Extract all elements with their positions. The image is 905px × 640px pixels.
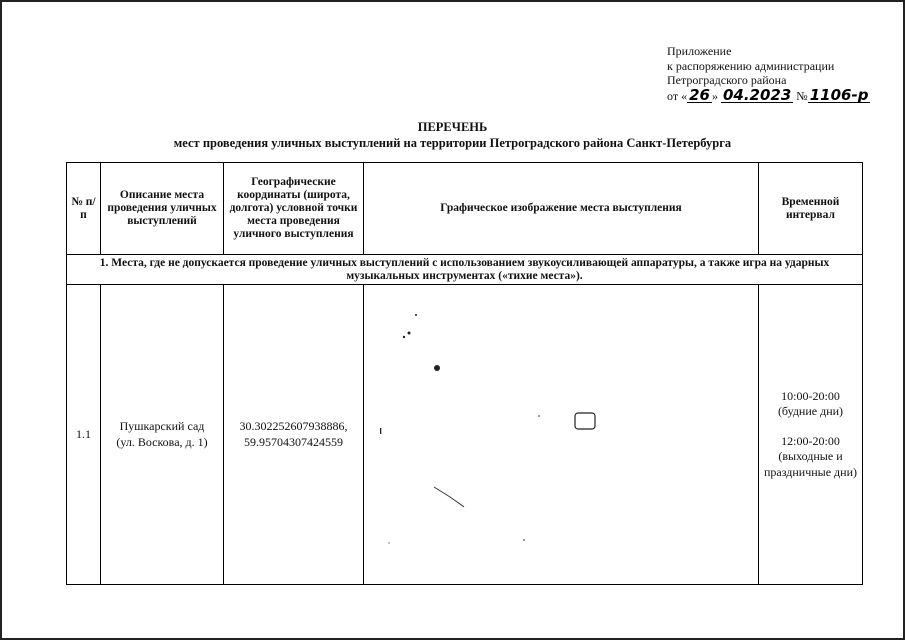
date-mid: »	[711, 88, 718, 103]
row-place-name: Пушкарский сад	[119, 419, 205, 433]
map-marker-box	[575, 413, 595, 429]
weekdays-label: (будние дни)	[777, 404, 844, 419]
header-coordinates: Географические координаты (широта, долгота) условной точки места проведения уличного выступления	[224, 163, 364, 255]
row-interval	[759, 285, 863, 585]
faded-map-image	[364, 285, 759, 585]
weekdays-time: 10:00-20:00	[781, 388, 840, 403]
header-num: № п/п	[67, 163, 101, 255]
handwritten-number: 1106-р	[809, 85, 869, 104]
document-subtitle: мест проведения уличных выступлений на территории Петроградского района Санкт-Петербурга	[173, 136, 732, 150]
date-prefix: от «	[667, 88, 688, 103]
appendix-line-2: к распоряжению администрации	[667, 58, 835, 73]
header-description: Описание места проведения уличных выступлений	[101, 163, 224, 255]
row-num: 1.1	[67, 285, 101, 585]
header-graphic: Графическое изображение места выступления	[364, 163, 759, 255]
handwritten-day: 26	[689, 85, 710, 104]
appendix-line-1: Приложение	[667, 44, 732, 58]
section-1-heading: 1. Места, где не допускается проведение уличных выступлений с использованием звукоусиливающей аппаратуры, а также игра на ударных музыкальных инструментах («тихие места»).	[67, 255, 863, 285]
holidays-time: 12:00-20:00	[781, 433, 840, 448]
section-row	[67, 255, 863, 285]
appendix-date-line	[667, 85, 870, 104]
handwritten-month-year: 04.2023	[722, 85, 792, 104]
scan-border-top	[0, 0, 905, 2]
row-graphic	[364, 285, 759, 585]
row-description	[101, 285, 224, 585]
scan-border-left	[0, 0, 2, 640]
row-place-address: (ул. Воскова, д. 1)	[116, 434, 208, 449]
row-coordinates: 30.302252607938886, 59.95704307424559	[224, 285, 364, 585]
appendix-block	[667, 44, 870, 103]
table-header-row	[67, 163, 863, 255]
table-row	[67, 285, 863, 585]
header-interval: Временной интервал	[759, 163, 863, 255]
holidays-label: (выходные и праздничные дни)	[763, 449, 857, 479]
appendix-line-3: Петроградского района	[667, 73, 787, 88]
document-title: ПЕРЕЧЕНЬ	[417, 120, 488, 134]
number-prefix: №	[796, 88, 808, 103]
places-table	[66, 162, 863, 585]
